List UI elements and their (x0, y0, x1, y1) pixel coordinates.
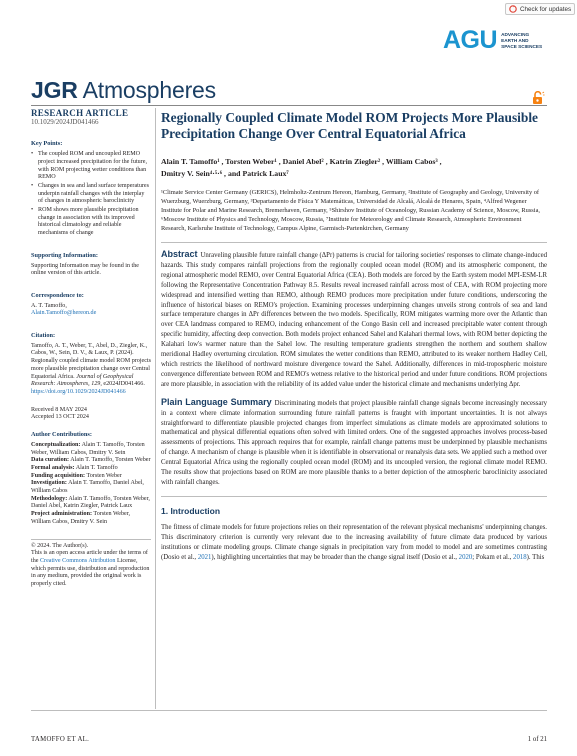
author-contributions (31, 442, 151, 527)
article-doi[interactable]: 10.1029/2024JD041466 (31, 117, 99, 126)
contribution-role: Investigation: (31, 480, 67, 487)
intro-text-part: ). This (526, 553, 545, 561)
abstract-text: Unraveling plausible future rainfall change (ΔPr) patterns is crucial for tailoring societies' responses to climate change-induced hazards. This study compares rainfall projections from the regionally coupled ocean model (ROM) and its atmospheric component, the regional atmospheric model REMO, over Central Equatorial Africa (CEA). Both models are forced by the Earth system model MPI-ESM-LR following the Representative Concentration Pathway 8.5. Results reveal increased rainfall across most of CEA, with ROM projecting more widespread and intensified wetting than REMO, although REMO produces more precipitation under future conditions, underscoring the influence of historical biases on REMO's projection. Examining processes underpinning changes unveils strong controls of sea and land surface temperature changes in ΔPr differences between the two models. Specifically, ROM mitigates warming more over the Atlantic than over CEA landmass compared to REMO, inducing enhancement of the Congo Basin cell and increased precipitable water content through specific humidity, affecting deep convection. Both models project enhanced Sahel and Kalahari thermal lows, with ROM better depicting the Kalahari low's warmer nature than the Sahel low. The resulting temperature gradients strengthen the northern and southern shallow meridional Hadley overturning circulation. ROM simulates the wetter conditions than REMO, attributed to its weaker northern Hadley Cell, which restricts the likelihood of northward moisture divergence toward the Sahel. Additionally, differences in mid-tropospheric moisture convergence differentiate between ROM and REMO's wetness relative to the historical period and under future conditions. ROM projections are more plausible, in association with the reliability of its added value under the historical climate and mechanisms underlying Δpr. (161, 252, 547, 388)
check-for-updates-button[interactable] (505, 3, 575, 15)
citation-link[interactable]: 2018 (513, 553, 527, 561)
citation-text-part: Tamoffo, A. T., Weber, T., Abel, D., Ziegler, K., Cabos, W., Sein, D. V., & Laux, P. (2024). Regionally coupled climate model ROM projects more plausible precipitation change over Central Equatorial Africa. (31, 342, 151, 380)
contribution-role: Funding acquisition: (31, 472, 86, 479)
license-text (31, 550, 151, 589)
column-divider (155, 108, 156, 709)
contribution-item (31, 442, 151, 457)
introduction-text (161, 523, 547, 563)
supporting-info-text: Supporting Information may be found in the online version of this article. (31, 262, 139, 277)
correspondence-name: A. T. Tamoffo, (31, 302, 67, 309)
creative-commons-link[interactable]: Creative Commons Attribution (39, 557, 116, 564)
affiliations: ¹Climate Service Center Germany (GERICS), Helmholtz-Zentrum Hereon, Hamburg, Germany, ²Institute of Geography and Geology, University of Wuerzburg, Wuerzburg, Germany, ³Departamento de Física Y Matemáticas, Universidad de Alcalá, Alcalá de Henares, Spain, ⁴Alfred Wegener Institute for Polar and Marine Research, Bremerhaven, Germany, ⁵Shirshov Institute of Oceanology, Russian Academy of Science, Moscow, Russia, ⁶Moscow Institute of Physics and Technology, Moscow, Russia, ⁷Institute for Meteorology and Climate Research, Atmospheric Environment Research, Karlsruhe Institute of Technology, Campus Alpine, Garmisch-Partenkirchen, Germany (161, 189, 541, 232)
contribution-role: Methodology: (31, 495, 68, 502)
license-text-part: License, which permits use, distribution and reproduction in any medium, provided the original work is properly cited. (31, 557, 150, 588)
contribution-names: Alain T. Tamoffo (74, 464, 118, 471)
citation-link[interactable]: 2020 (458, 553, 473, 561)
contribution-role: Project administration: (31, 511, 92, 518)
contribution-names: Alain T. Tamoffo, Daniel Abel, William Cabos (31, 480, 144, 495)
abstract (161, 250, 547, 390)
copyright-notice: © 2024. The Author(s). (31, 542, 89, 549)
intro-text-part: The fitness of climate models for future projections relies on their representation of the relevant physical mechanisms' underpinning changes. This discriminatory criterion is currently very relevant due to the increasing availability of future climate data produced by various institutions or climate modeling groups. Climate change signals in precipitation vary from model to model and are sometimes contrasting (Dosio et al., (161, 523, 547, 561)
agu-tagline-line: ADVANCING (501, 32, 530, 37)
citation-text-part: , e2024JD041466. (100, 381, 145, 388)
open-access-lock-icon (529, 91, 545, 105)
plain-language-summary-text: Discriminating models that project plausible rainfall change signals become increasingly necessary in a context where climate information surrounding future rainfall patterns is fraught with important uncertainties. It is not always straightforward to differentiate plausible projected changes from imperfect simulations as climate models are approximated solutions to mathematical and physical differential equations often solved with limited orders. One of the suggested approaches involves process-based assessments of projections. This approach requires that for example, rainfall change patterns must be underpinned by plausible mechanisms of change. A mechanism of change is plausible when it is identifiable in observational or reanalysis data sets. We applied such a method over Central Equatorial Africa using the regionally coupled ocean model (ROM) and its uncoupled version, the regional climate model REMO. The results show that projections based on ROM are more plausible thanks to a better depiction of the atmospheric baroclinicity associated with rainfall changes. (161, 399, 547, 486)
contribution-role: Formal analysis: (31, 464, 75, 471)
citation-journal: Journal of Geophysical Research: Atmospheres, 129 (31, 373, 134, 388)
key-point-item: • The coupled ROM and uncoupled REMO project increased precipitation for the future, with ROM projecting wetter conditions than REMO (31, 151, 151, 182)
section-divider (161, 496, 547, 497)
main-column (161, 108, 547, 562)
intro-text-part: ), highlighting uncertainties that may be broader than the change signal itself (Dosio et al., (211, 553, 459, 561)
citation-text (31, 343, 151, 397)
contribution-role: Data curation: (31, 457, 70, 464)
contribution-names: Torsten Weber, William Cabos, Dmitry V. Sein (31, 511, 131, 525)
article-title: Regionally Coupled Climate Model ROM Projects More Plausible Precipitation Change Over Central Equatorial Africa (161, 110, 538, 141)
agu-tagline-line: EARTH AND (501, 38, 529, 43)
journal-title-abbrev: JGR (31, 77, 78, 103)
sidebar (31, 108, 151, 589)
header-divider (31, 105, 547, 106)
contribution-item (31, 457, 151, 465)
page-number: 1 of 21 (527, 736, 547, 743)
author-list (161, 156, 547, 179)
citation-link[interactable]: 2021 (197, 553, 212, 561)
author-line (161, 156, 547, 168)
article-type: RESEARCH ARTICLE (31, 108, 129, 118)
intro-text-part: ; Pokam et al., (472, 553, 514, 561)
plain-language-summary-label: Plain Language Summary (161, 396, 272, 407)
license-text-part: This is an open access article under the terms of the (31, 550, 148, 564)
contribution-item (31, 465, 151, 473)
key-point-item: • Changes in sea and land surface temperatures underpin rainfall changes with the interplay of changes in atmospheric baroclinicity (31, 183, 151, 206)
sidebar-divider (31, 539, 151, 540)
agu-tagline-line: SPACE SCIENCES (501, 44, 543, 49)
authors-line-text: Dmitry V. Sein⁴·⁵·⁶ , and Patrick Laux⁷ (161, 168, 289, 178)
correspondence-heading: Correspondence to: (31, 291, 84, 299)
contribution-names: Torsten Weber (85, 472, 122, 479)
author-contributions-heading: Author Contributions: (31, 431, 92, 439)
footer-authors: TAMOFFO ET AL. (31, 736, 90, 743)
check-for-updates-label: Check for updates (520, 5, 572, 13)
journal-title (31, 77, 216, 104)
key-points-heading: Key Points: (31, 140, 63, 148)
abstract-label: Abstract (161, 249, 198, 259)
correspondence-email-link[interactable]: Alain.Tamoffo@hereon.de (31, 310, 97, 317)
contribution-names: Alain T. Tamoffo, Torsten Weber, Daniel Abel, Katrin Ziegler, Patrick Laux (31, 495, 150, 510)
contribution-item (31, 480, 151, 495)
contribution-names: Alain T. Tamoffo, Torsten Weber (69, 457, 151, 464)
introduction-heading: 1. Introduction (161, 505, 221, 516)
key-point-item: • ROM shows more plausible precipitation change in association with its improved historical climatology and reliable mechanisms of change (31, 207, 151, 238)
section-divider (161, 242, 547, 243)
contribution-role: Conceptualization: (31, 441, 81, 448)
supporting-info-heading: Supporting Information: (31, 251, 99, 259)
authors-line-text: Alain T. Tamoffo¹ , Torsten Weber¹ , Daniel Abel² , Katrin Ziegler² , William Cabos³ , (161, 157, 442, 166)
author-line (161, 168, 547, 180)
journal-title-name: Atmospheres (82, 77, 216, 103)
contribution-item (31, 511, 151, 526)
contribution-item (31, 496, 151, 511)
plain-language-summary (161, 398, 547, 488)
footer-divider (31, 710, 547, 711)
citation-heading: Citation: (31, 332, 56, 340)
agu-wordmark: AGU (443, 26, 498, 54)
accepted-date: Accepted 13 OCT 2024 (31, 414, 89, 421)
agu-tagline (501, 32, 542, 50)
key-points-list (31, 151, 151, 238)
citation-doi-link[interactable]: https://doi.org/10.1029/2024JD041466 (31, 388, 126, 395)
received-date: Received 8 MAY 2024 (31, 406, 87, 413)
refresh-icon (509, 5, 517, 13)
agu-logo (443, 26, 543, 54)
contribution-names: Alain T. Tamoffo, Torsten Weber, William Cabos, Dmitry V. Sein (31, 441, 145, 456)
